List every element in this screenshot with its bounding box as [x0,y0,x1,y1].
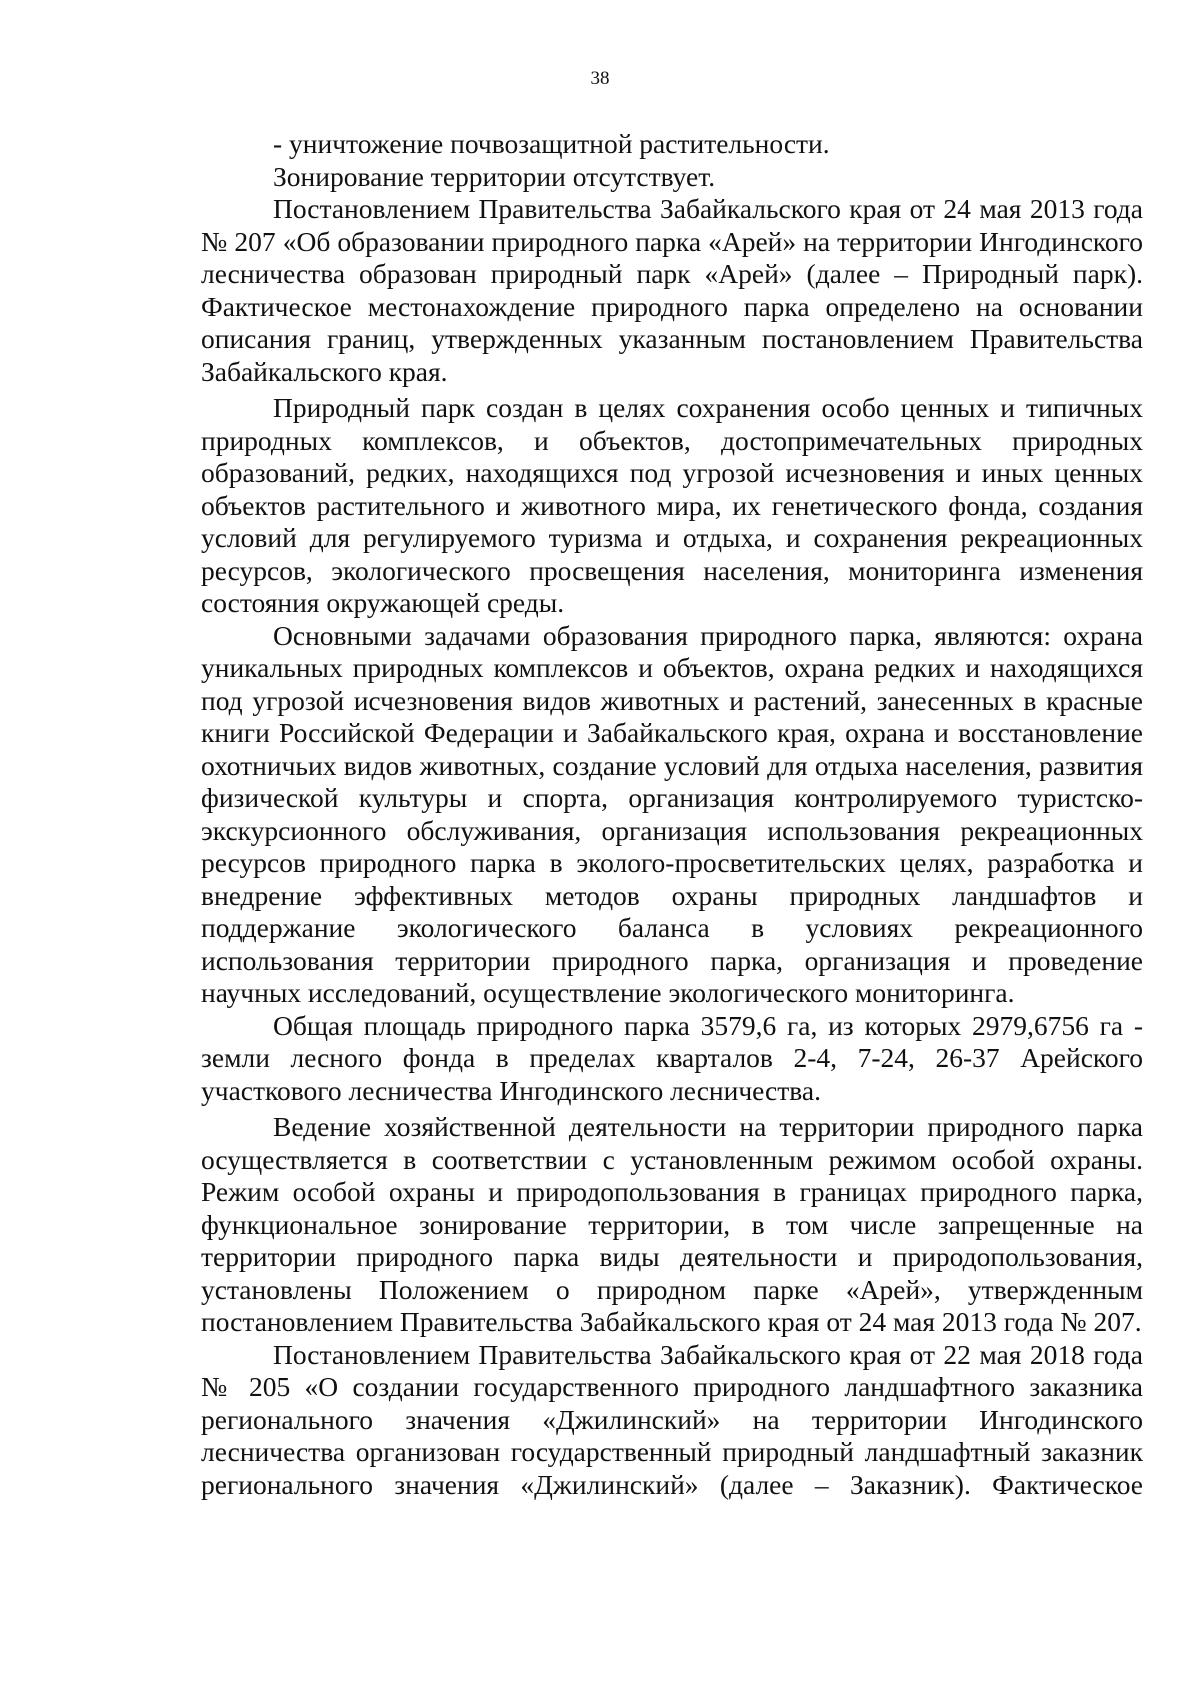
paragraph-park-area: Общая площадь природного парка 3579,6 га, из которых 2979,6756 га - земли лесного фонда в пределах кварталов 2-4, 7-24, 26-37 Арейского участкового лесничества Ингодинского лесничества. [201,1009,1143,1106]
document-body [201,128,1143,1501]
paragraph-park-regime: Ведение хозяйственной деятельности на территории природного парка осуществляется в соответствии с установленным режимом особой охраны. Режим особой охраны и природопользования в границах природного парка, функциональное зонирование территории, в том числе запрещенные на территории природного парка виды деятельности и природопользования, установлены Положением о природном парке «Арей», утвержденным постановлением Правительства Забайкальского края от 24 мая 2013 года № 207. [201,1111,1143,1337]
paragraph-arey-park-decree: Постановлением Правительства Забайкальского края от 24 мая 2013 года № 207 «Об образовании природного парка «Арей» на территории Ингодинского лесничества образован природный парк «Арей» (далее – Природный парк). Фактическое местонахождение природного парка определено на основании описания границ, утвержденных указанным постановлением Правительства Забайкальского края. [201,193,1143,387]
page-number: 38 [590,68,610,89]
paragraph-dzhilinsky-decree: Постановлением Правительства Забайкальского края от 22 мая 2018 года № 205 «О создании государственного природного ландшафтного заказника регионального значения «Джилинский» на территории Ингодинского лесничества организован государственный природный ландшафтный заказник регионального значения «Джилинский» (далее – Заказник). Фактическое [201,1338,1143,1500]
paragraph-zoning-absent: Зонирование территории отсутствует. [273,160,716,192]
paragraph-soil-vegetation: - уничтожение почвозащитной растительности. [273,128,830,159]
paragraph-park-tasks: Основными задачами образования природного парка, являются: охрана уникальных природных комплексов и объектов, охрана редких и находящихся под угрозой исчезновения видов животных и растений, занесенных в красные книги Российской Федерации и Забайкальского края, охрана и восстановление охотничьих видов животных, создание условий для отдыха населения, развития физической культуры и спорта, организация контролируемого туристско-экскурсионного обслуживания, организация использования рекреационных ресурсов природного парка в эколого-просветительских целях, разработка и внедрение эффективных методов охраны природных ландшафтов и поддержание экологического баланса в условиях рекреационного использования территории природного парка, организация и проведение научных исследований, осуществление экологического мониторинга. [201,619,1143,1008]
paragraph-park-purpose: Природный парк создан в целях сохранения особо ценных и типичных природных комплексов, и объектов, достопримечательных природных образований, редких, находящихся под угрозой исчезновения и иных ценных объектов растительного и животного мира, их генетического фонда, создания условий для регулируемого туризма и отдыха, и сохранения рекреационных ресурсов, экологического просвещения населения, мониторинга изменения состояния окружающей среды. [201,392,1143,618]
